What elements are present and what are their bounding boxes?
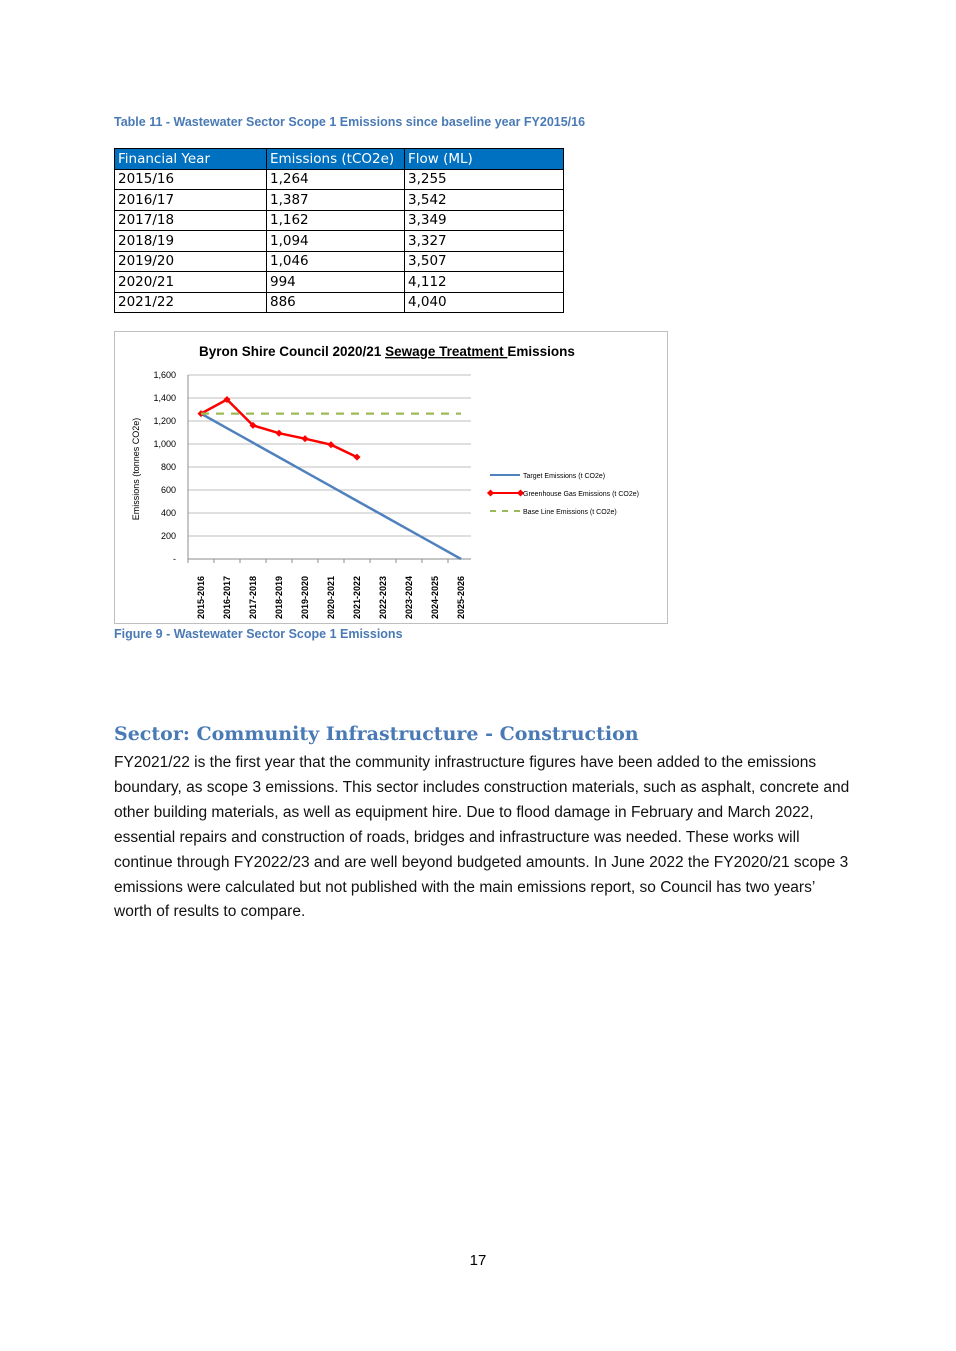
column-header-financial-year: Financial Year [115,149,267,170]
x-tick-label: 2025-2026 [456,575,466,619]
y-tick-label: 400 [160,508,176,518]
y-tick-label: 1,400 [153,393,176,403]
cell-emissions: 994 [267,272,405,293]
x-tick-label: 2020-2021 [326,575,336,619]
x-tick-label: 2021-2022 [352,575,362,619]
cell-emissions: 1,046 [267,251,405,272]
cell-year: 2018/19 [115,231,267,252]
cell-emissions: 1,387 [267,190,405,211]
legend-label-2: Base Line Emissions (t CO2e) [523,509,617,516]
chart-title-underlined: Sewage Treatment [385,344,508,359]
cell-flow: 3,507 [405,251,564,272]
legend-label-0: Target Emissions (t CO2e) [523,473,606,480]
cell-year: 2017/18 [115,210,267,231]
x-tick-label: 2016-2017 [222,575,232,619]
cell-year: 2019/20 [115,251,267,272]
cell-flow: 3,327 [405,231,564,252]
y-axis-label: Emissions (tonnes CO2e) [131,417,141,521]
cell-flow: 4,112 [405,272,564,293]
chart-title-suffix: Emissions [507,344,575,359]
figure-caption: Figure 9 - Wastewater Sector Scope 1 Emissions [114,627,403,641]
section-heading: Sector: Community Infrastructure - Construction [114,723,639,745]
cell-emissions: 1,162 [267,210,405,231]
table-row [115,251,564,272]
chart-title-prefix: Byron Shire Council 2020/21 [199,344,386,359]
page-number: 17 [469,1252,487,1269]
x-tick-label: 2017-2018 [248,575,258,619]
data-point [275,430,282,437]
cell-flow: 3,542 [405,190,564,211]
table-row [115,190,564,211]
column-header-flow: Flow (ML) [405,149,564,170]
cell-emissions: 1,094 [267,231,405,252]
table-row [115,210,564,231]
series-line-1 [201,399,357,457]
table-row [115,169,564,190]
chart-canvas [115,332,667,623]
series-line-0 [201,414,461,559]
table-row [115,231,564,252]
x-tick-label: 2022-2023 [378,575,388,619]
x-tick-label: 2018-2019 [274,575,284,619]
cell-year: 2021/22 [115,292,267,313]
emissions-table [114,148,564,313]
cell-emissions: 1,264 [267,169,405,190]
y-tick-label: 1,600 [153,370,176,380]
cell-year: 2016/17 [115,190,267,211]
cell-flow: 4,040 [405,292,564,313]
x-tick-label: 2024-2025 [430,575,440,619]
y-tick-label: 200 [160,531,176,541]
data-point [301,435,308,442]
x-tick-label: 2015-2016 [196,575,206,619]
y-tick-label: 1,000 [153,439,176,449]
table-row [115,272,564,293]
section-paragraph: FY2021/22 is the first year that the community infrastructure figures have been added to the emissions boundary, as scope 3 emissions. This sector includes construction materials, such as asphalt, concrete and other building materials, as well as equipment hire. Due to flood damage in February and March 2022, essential repairs and construction of roads, bridges and infrastructure was needed. These works will continue through FY2022/23 and are well beyond budgeted amounts. In June 2022 the FY2020/21 scope 3 emissions were calculated but not published with the main emissions report, so Council has two years’ worth of results to compare. [114,754,850,921]
y-tick-label: 1,200 [153,416,176,426]
legend-marker [487,489,494,496]
legend-label-1: Greenhouse Gas Emissions (t CO2e) [523,491,639,498]
table-header-row [115,149,564,170]
y-tick-label: 800 [160,462,176,472]
column-header-emissions: Emissions (tCO2e) [267,149,405,170]
table-row [115,292,564,313]
x-tick-label: 2019-2020 [300,575,310,619]
x-tick-label: 2023-2024 [404,575,414,619]
y-tick-label: - [173,554,176,564]
cell-flow: 3,349 [405,210,564,231]
table-caption: Table 11 - Wastewater Sector Scope 1 Emissions since baseline year FY2015/16 [114,115,586,129]
cell-year: 2015/16 [115,169,267,190]
cell-year: 2020/21 [115,272,267,293]
chart-title [199,344,575,359]
cell-flow: 3,255 [405,169,564,190]
cell-emissions: 886 [267,292,405,313]
emissions-chart [114,331,668,624]
y-tick-label: 600 [160,485,176,495]
